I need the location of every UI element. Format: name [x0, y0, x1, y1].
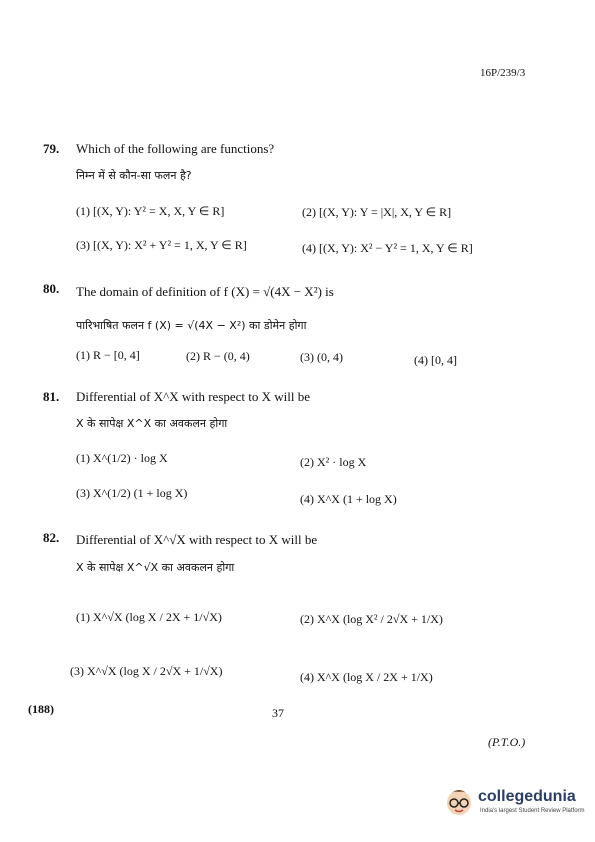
q81-option-1: (1) X^(1/2) · log X	[76, 451, 168, 465]
q79-text-hi: निम्न में से कौन-सा फलन है?	[76, 169, 192, 182]
paper-code: 16P/239/3	[480, 67, 526, 79]
q79-number: 79.	[43, 141, 60, 156]
q82-option-4: (4) X^X (log X / 2X + 1/X)	[300, 670, 433, 684]
q81-option-3: (3) X^(1/2) (1 + log X)	[76, 486, 188, 500]
q82-option-2: (2) X^X (log X² / 2√X + 1/X)	[300, 612, 443, 626]
pto-label: (P.T.O.)	[488, 735, 526, 749]
q81-text-en: Differential of X^X with respect to X will be	[76, 389, 311, 404]
q81-text-hi: X के सापेक्ष X^X का अवकलन होगा	[76, 417, 228, 430]
q80-number: 80.	[43, 281, 60, 296]
mascot-icon	[442, 782, 476, 818]
q79-option-2: (2) [(X, Y): Y = |X|, X, Y ∈ R]	[302, 205, 452, 219]
q80-option-4: (4) [0, 4]	[414, 353, 457, 367]
brand-tagline: India's largest Student Review Platform	[480, 808, 585, 814]
q80-text-hi: पारिभाषित फलन f (X) = √(4X − X²) का डोमेन होगा	[76, 319, 307, 332]
q82-number: 82.	[43, 530, 60, 545]
q82-text-hi: X के सापेक्ष X^√X का अवकलन होगा	[76, 561, 235, 574]
q81-option-4: (4) X^X (1 + log X)	[300, 492, 397, 506]
q79-option-3: (3) [(X, Y): X² + Y² = 1, X, Y ∈ R]	[76, 238, 247, 252]
q79-option-1: (1) [(X, Y): Y² = X, X, Y ∈ R]	[76, 204, 225, 218]
q82-text-en: Differential of X^√X with respect to X will be	[76, 532, 318, 547]
q82-option-3: (3) X^√X (log X / 2√X + 1/√X)	[70, 664, 223, 678]
page-number: 37	[272, 706, 284, 720]
q81-number: 81.	[43, 389, 60, 404]
series-code: (188)	[28, 702, 54, 716]
q82-option-1: (1) X^√X (log X / 2X + 1/√X)	[76, 610, 222, 624]
q81-option-2: (2) X² · log X	[300, 455, 367, 469]
q80-option-2: (2) R − (0, 4)	[186, 349, 250, 363]
q79-option-4: (4) [(X, Y): X² − Y² = 1, X, Y ∈ R]	[302, 241, 473, 255]
q80-option-3: (3) (0, 4)	[300, 350, 343, 364]
collegedunia-logo	[442, 782, 585, 822]
brand-name: collegedunia	[478, 788, 576, 805]
q80-text-en: The domain of definition of f (X) = √(4X − X²) is	[76, 284, 334, 299]
q79-text-en: Which of the following are functions?	[76, 141, 275, 156]
q80-option-1: (1) R − [0, 4]	[76, 348, 140, 362]
